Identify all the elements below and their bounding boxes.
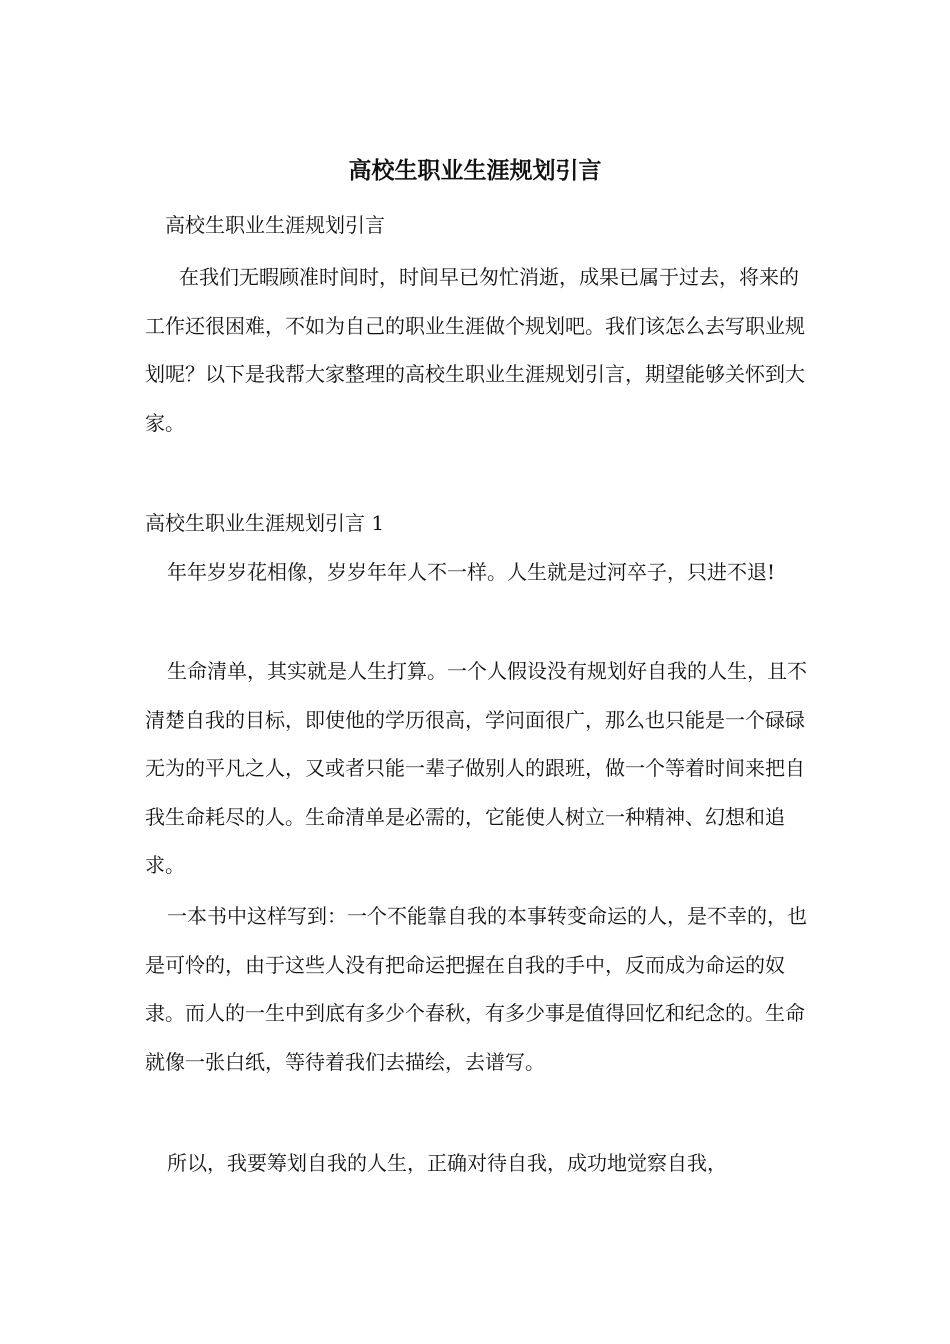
body-paragraph: 所以，我要筹划自我的人生，正确对待自我，成功地觉察自我， <box>167 1151 727 1175</box>
intro-paragraph: 在我们无暇顾准时间时，时间早已匆忙消逝，成果已属于过去，将来的工作还很困难，不如为自己的职业生涯做个规划吧。我们该怎么去写职业规划呢？以下是我帮大家整理的高校生职业生涯规划引言，期望能够关怀到大家。 <box>145 265 805 435</box>
document-title: 高校生职业生涯规划引言 <box>348 157 602 184</box>
body-paragraph: 生命清单，其实就是人生打算。一个人假设没有规划好自我的人生，且不清楚自我的目标，即使他的学历很高，学问面很广，那么也只能是一个碌碌无为的平凡之人，又或者只能一辈子做别人的跟班，做一个等着时间来把自我生命耗尽的人。生命清单是必需的，它能使人树立一种精神、幻想和追求。 <box>145 659 807 877</box>
section-heading: 高校生职业生涯规划引言 1 <box>145 511 385 535</box>
document-subtitle: 高校生职业生涯规划引言 <box>165 213 385 237</box>
body-paragraph: 年年岁岁花相像，岁岁年年人不一样。人生就是过河卒子，只进不退! <box>167 560 776 584</box>
body-paragraph: 一本书中这样写到：一个不能靠自我的本事转变命运的人，是不幸的，也是可怜的，由于这些人没有把命运把握在自我的手中，反而成为命运的奴隶。而人的一生中到底有多少个春秋，有多少事是值得回忆和纪念的。生命就像一张白纸，等待着我们去描绘，去谱写。 <box>145 904 807 1074</box>
